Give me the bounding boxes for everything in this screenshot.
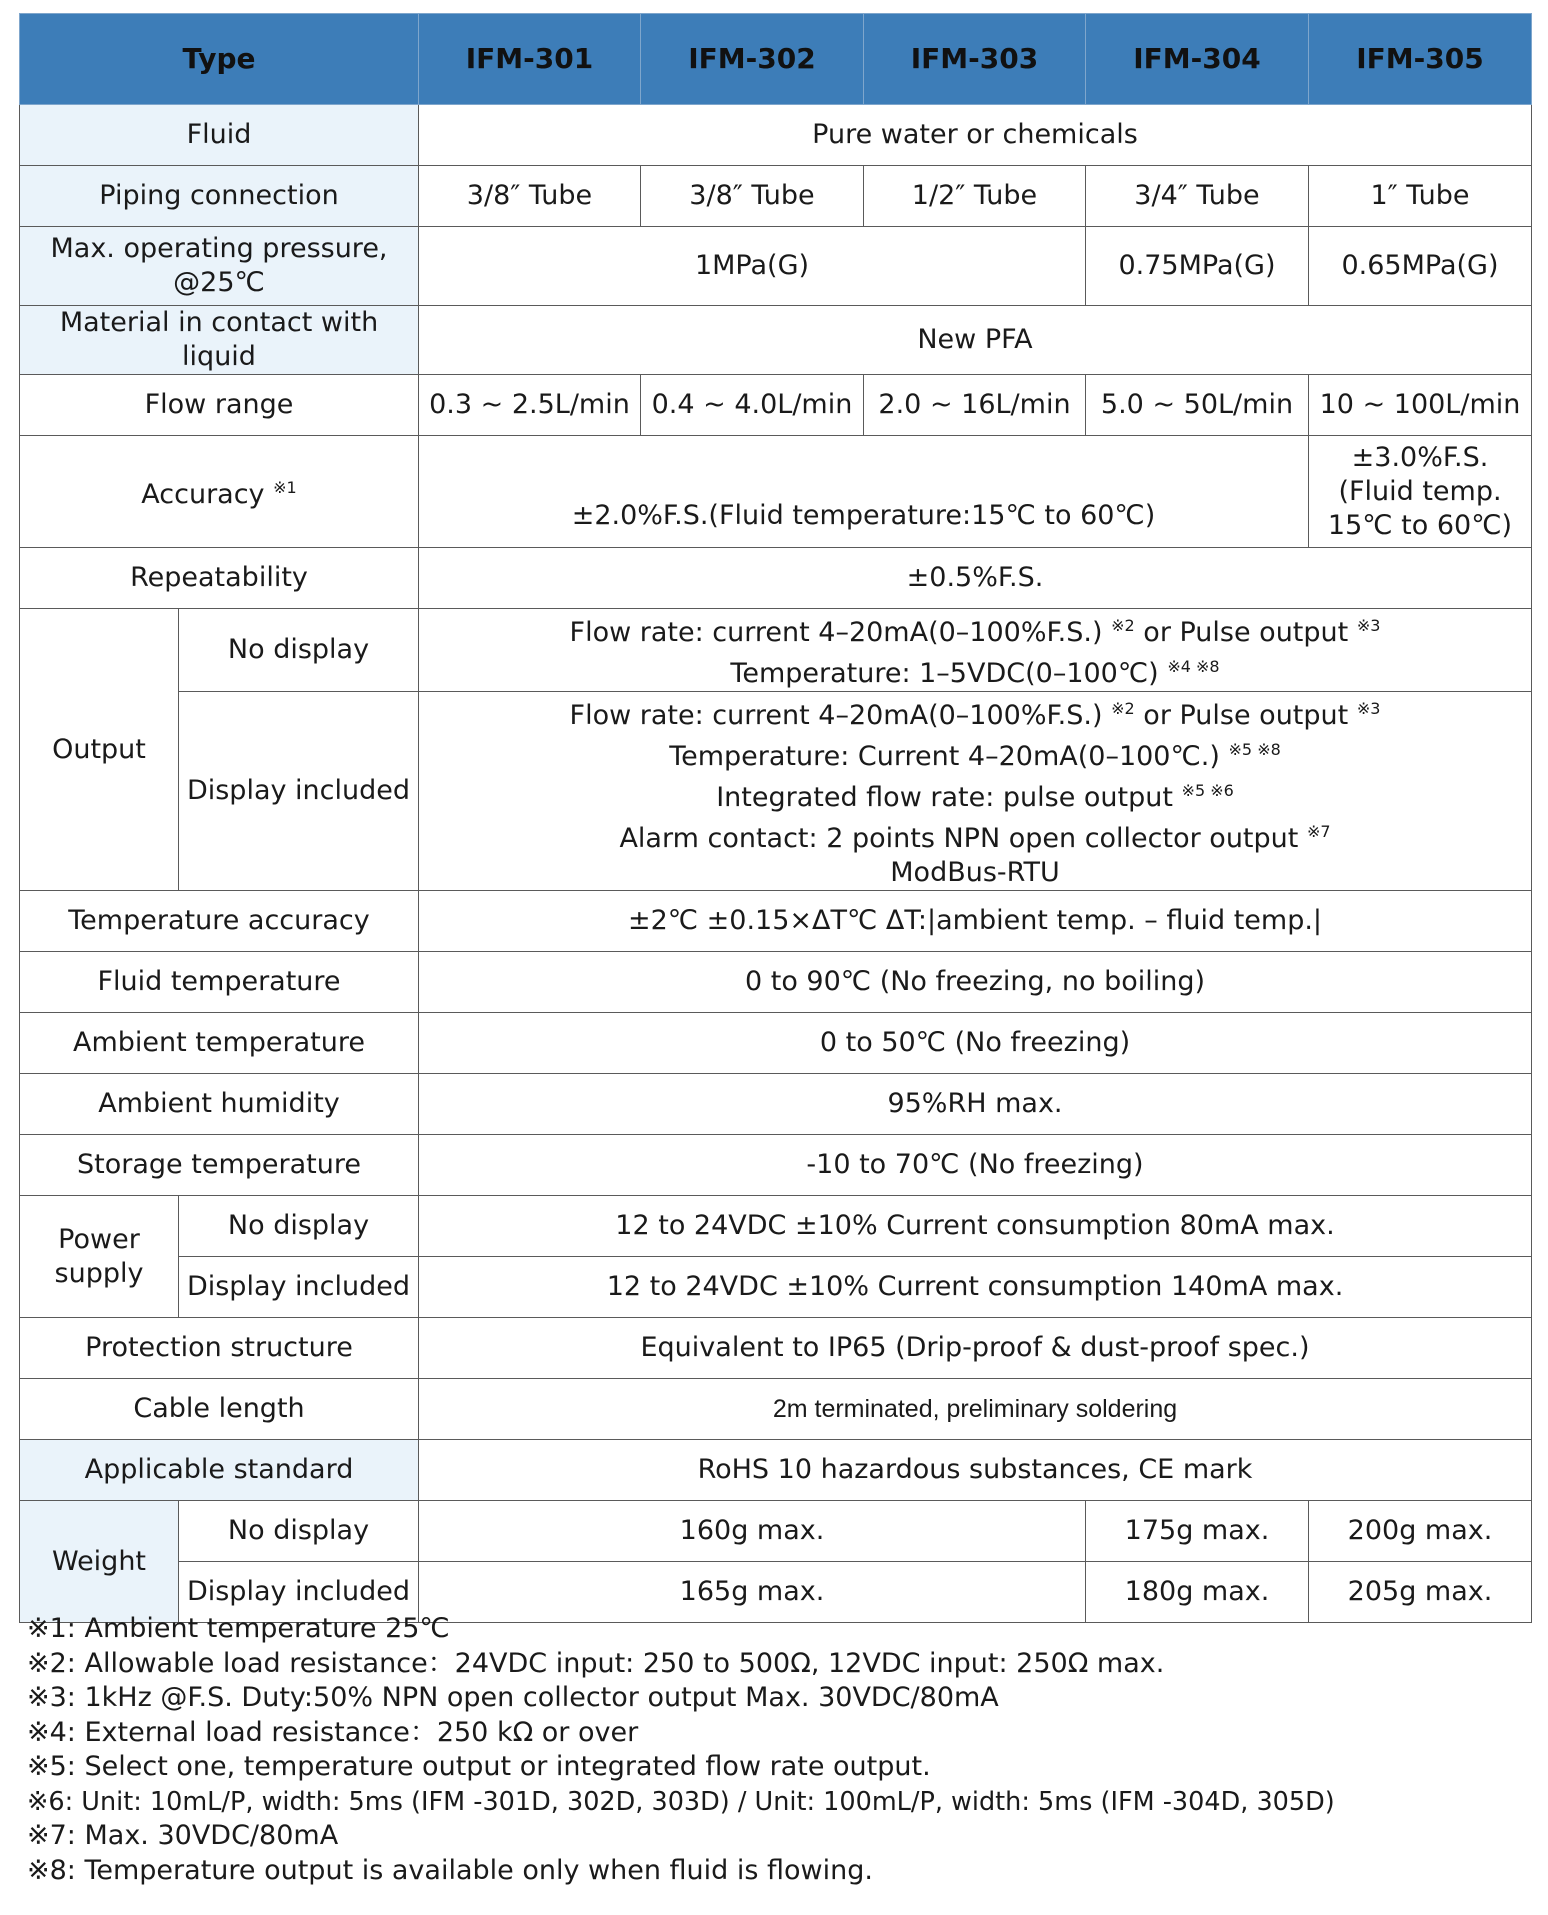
row-value: -10 to 70℃ (No freezing) — [419, 1135, 1532, 1196]
row-label: Applicable standard — [20, 1440, 419, 1501]
line-text: Flow rate: current 4–20mA(0–100%F.S.) — [569, 700, 1103, 731]
row-label: Ambient temperature — [20, 1013, 419, 1074]
fluid-temp-row — [20, 952, 1532, 1013]
label-line: Power — [58, 1223, 140, 1255]
sub-label: No display — [179, 1501, 419, 1562]
sub-label: No display — [179, 1196, 419, 1257]
ambient-temp-row — [20, 1013, 1532, 1074]
model-header: IFM-301 — [419, 14, 641, 105]
row-value: ±0.5%F.S. — [419, 548, 1532, 609]
value-line — [425, 650, 1525, 691]
row-label — [20, 436, 419, 548]
model-header: IFM-303 — [864, 14, 1086, 105]
footnote: ※4: External load resistance：250 kΩ or over — [27, 1716, 639, 1748]
group-label — [20, 1196, 179, 1318]
line-text: Temperature: Current 4–20mA(0–100℃.) — [669, 741, 1220, 772]
line-text: Integrated flow rate: pulse output — [716, 782, 1173, 813]
protection-row — [20, 1318, 1532, 1379]
temp-accuracy-row — [20, 891, 1532, 952]
footnote-ref: ※2 — [1111, 699, 1135, 718]
line-text: Alarm contact: 2 points NPN open collector output — [619, 823, 1299, 854]
row-value: 0.4 ~ 4.0L/min — [641, 375, 864, 436]
row-label: Temperature accuracy — [20, 891, 419, 952]
output-no-display-row — [20, 609, 1532, 692]
value-line — [425, 609, 1525, 650]
row-label: Fluid temperature — [20, 952, 419, 1013]
row-value: 160g max. — [419, 1501, 1086, 1562]
weight-no-display-row — [20, 1501, 1532, 1562]
flow-range-row — [20, 375, 1532, 436]
row-value: 205g max. — [1309, 1562, 1532, 1623]
row-label: Material in contact with liquid — [20, 306, 419, 375]
row-value: Pure water or chemicals — [419, 105, 1532, 166]
line-text: Flow rate: current 4–20mA(0–100%F.S.) — [569, 617, 1103, 648]
row-value: ±2.0%F.S.(Fluid temperature:15℃ to 60℃) — [419, 436, 1309, 548]
row-value: 12 to 24VDC ±10% Current consumption 140mA max. — [419, 1257, 1532, 1318]
power-no-display-row — [20, 1196, 1532, 1257]
footnote-ref: ※4 ※8 — [1167, 657, 1220, 676]
row-value: 2m terminated, preliminary soldering — [419, 1379, 1532, 1440]
footnote-ref: ※2 — [1111, 616, 1135, 635]
row-value: 180g max. — [1086, 1562, 1309, 1623]
footnote: ※7: Max. 30VDC/80mA — [27, 1820, 339, 1851]
material-row — [20, 306, 1532, 375]
row-value: 5.0 ~ 50L/min — [1086, 375, 1309, 436]
value-line — [425, 692, 1525, 733]
value-line — [425, 815, 1525, 856]
row-value: 0.65MPa(G) — [1309, 227, 1532, 306]
row-label — [20, 227, 419, 306]
footnote-ref: ※7 — [1306, 822, 1331, 841]
row-value: 0.3 ~ 2.5L/min — [419, 375, 641, 436]
model-header: IFM-305 — [1309, 14, 1532, 105]
pressure-row — [20, 227, 1532, 306]
footnote: ※6: Unit: 10mL/P, width: 5ms (IFM -301D, 302D, 303D) / Unit: 100mL/P, width: 5ms (IFM -304D, 305D) — [27, 1786, 1335, 1817]
group-label: Output — [20, 609, 179, 891]
row-value: 1/2″ Tube — [864, 166, 1086, 227]
footnotes — [27, 1612, 1335, 1888]
row-value — [419, 609, 1532, 692]
repeatability-row — [20, 548, 1532, 609]
sub-label: Display included — [179, 1562, 419, 1623]
footnote-ref: ※3 — [1356, 699, 1381, 718]
output-display-row — [20, 692, 1532, 891]
footnote: ※2: Allowable load resistance：24VDC input: 250 to 500Ω, 12VDC input: 250Ω max. — [27, 1647, 1165, 1679]
standard-row — [20, 1440, 1532, 1501]
row-value: 3/8″ Tube — [419, 166, 641, 227]
footnote: ※5: Select one, temperature output or integrated flow rate output. — [27, 1751, 931, 1782]
row-value — [1309, 436, 1532, 548]
row-value: 0 to 90℃ (No freezing, no boiling) — [419, 952, 1532, 1013]
row-value: Equivalent to IP65 (Drip-proof & dust-proof spec.) — [419, 1318, 1532, 1379]
row-value: 0 to 50℃ (No freezing) — [419, 1013, 1532, 1074]
line-text: Temperature: 1–5VDC(0–100℃) — [730, 658, 1159, 689]
cable-row — [20, 1379, 1532, 1440]
row-value: 1″ Tube — [1309, 166, 1532, 227]
row-value: 165g max. — [419, 1562, 1086, 1623]
row-label: Cable length — [20, 1379, 419, 1440]
row-value: 3/4″ Tube — [1086, 166, 1309, 227]
label-text: Accuracy — [141, 479, 265, 510]
row-label: Storage temperature — [20, 1135, 419, 1196]
footnote: ※3: 1kHz @F.S. Duty:50% NPN open collector output Max. 30VDC/80mA — [27, 1682, 999, 1713]
type-header: Type — [20, 14, 419, 105]
footnote: ※1: Ambient temperature 25℃ — [27, 1613, 450, 1644]
value-line: ModBus-RTU — [890, 857, 1060, 888]
label-line: Max. operating pressure, — [50, 233, 388, 264]
fluid-row — [20, 105, 1532, 166]
line-text: or Pulse output — [1143, 617, 1349, 648]
row-label: Repeatability — [20, 548, 419, 609]
row-value: 2.0 ~ 16L/min — [864, 375, 1086, 436]
footnote-ref: ※1 — [273, 478, 297, 497]
value-line: 15℃ to 60℃) — [1327, 509, 1513, 541]
value-line: (Fluid temp. — [1338, 475, 1502, 507]
accuracy-row — [20, 436, 1532, 548]
sub-label: Display included — [179, 1257, 419, 1318]
header-row — [20, 14, 1532, 105]
row-value: 1MPa(G) — [419, 227, 1086, 306]
value-line — [425, 774, 1525, 815]
model-header: IFM-304 — [1086, 14, 1309, 105]
sub-label: Display included — [179, 692, 419, 891]
row-value: 12 to 24VDC ±10% Current consumption 80mA max. — [419, 1196, 1532, 1257]
row-value: New PFA — [419, 306, 1532, 375]
row-value: ±2℃ ±0.15×ΔT℃ ΔT:|ambient temp. – fluid temp.| — [419, 891, 1532, 952]
footnote-ref: ※5 ※6 — [1181, 781, 1234, 800]
sub-label: No display — [179, 609, 419, 692]
value-line: ±3.0%F.S. — [1351, 441, 1489, 473]
footnote-ref: ※3 — [1356, 616, 1381, 635]
piping-row — [20, 166, 1532, 227]
group-label: Weight — [20, 1501, 179, 1623]
model-header: IFM-302 — [641, 14, 864, 105]
row-value — [419, 692, 1532, 891]
footnote: ※8: Temperature output is available only when fluid is flowing. — [27, 1854, 873, 1886]
row-value: 0.75MPa(G) — [1086, 227, 1309, 306]
row-value: 175g max. — [1086, 1501, 1309, 1562]
storage-temp-row — [20, 1135, 1532, 1196]
row-value: RoHS 10 hazardous substances, CE mark — [419, 1440, 1532, 1501]
row-label: Flow range — [20, 375, 419, 436]
row-value: 3/8″ Tube — [641, 166, 864, 227]
row-label: Protection structure — [20, 1318, 419, 1379]
row-value: 10 ~ 100L/min — [1309, 375, 1532, 436]
spec-table — [19, 13, 1532, 1623]
ambient-humidity-row — [20, 1074, 1532, 1135]
row-value: 95%RH max. — [419, 1074, 1532, 1135]
label-line: @25℃ — [173, 267, 265, 298]
line-text: or Pulse output — [1143, 700, 1349, 731]
power-display-row — [20, 1257, 1532, 1318]
value-line — [425, 733, 1525, 774]
row-label: Fluid — [20, 105, 419, 166]
footnote-ref: ※5 ※8 — [1228, 740, 1281, 759]
label-line: supply — [54, 1257, 144, 1289]
row-label: Ambient humidity — [20, 1074, 419, 1135]
row-label: Piping connection — [20, 166, 419, 227]
row-value: 200g max. — [1309, 1501, 1532, 1562]
